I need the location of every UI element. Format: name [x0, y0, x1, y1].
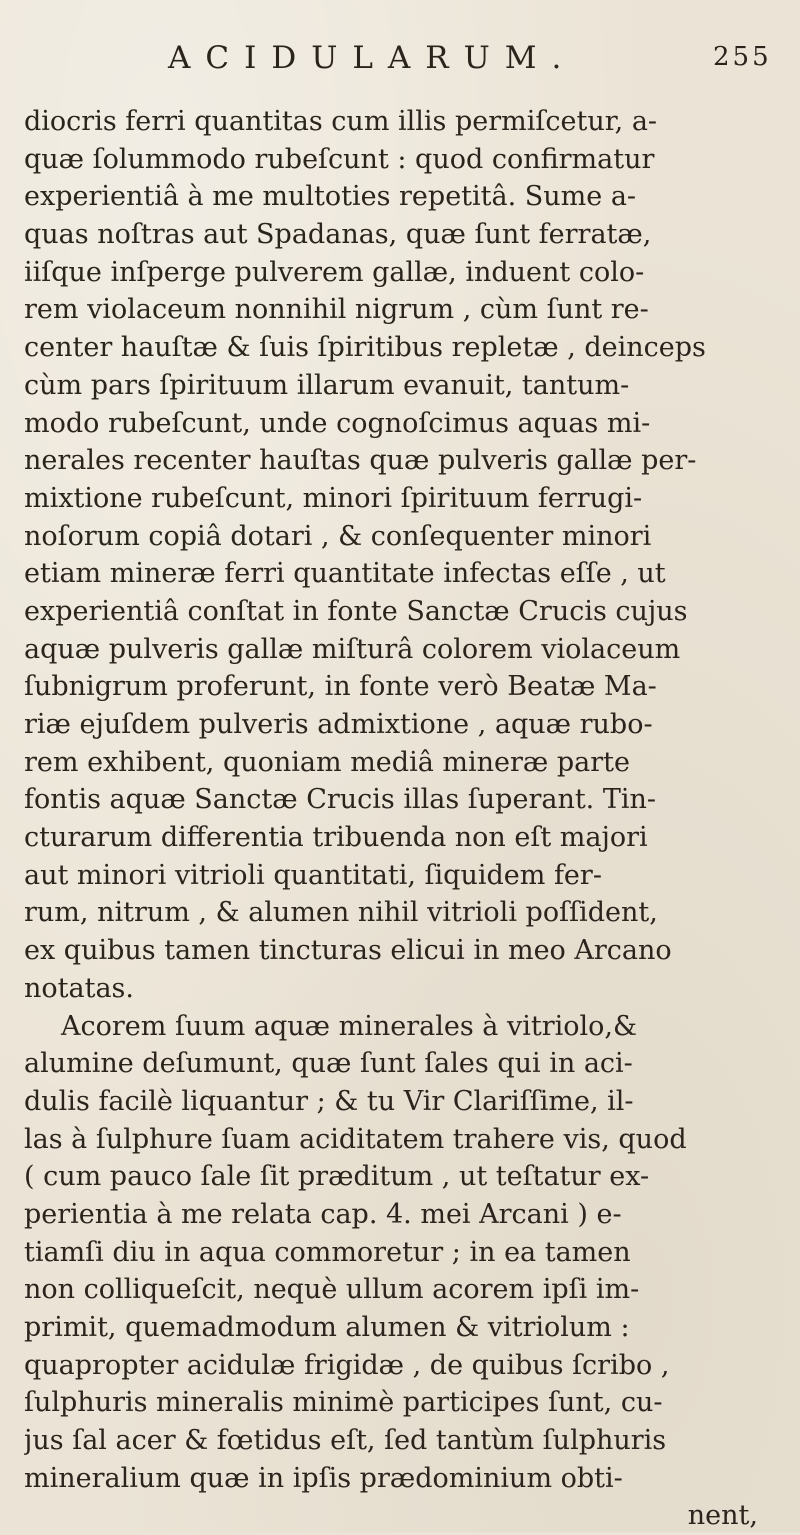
text-line: quæ ſolummodo rubeſcunt : quod confirmatur — [24, 143, 655, 175]
text-line: center hauſtæ & ſuis ſpiritibus repletæ , deinceps — [24, 332, 706, 364]
text-line: ſubnigrum proferunt, in fonte verò Beatæ Ma- — [24, 671, 657, 703]
text-line: cùm pars ſpirituum illarum evanuit, tantum- — [24, 369, 630, 401]
text-line: las à ſulphure ſuam aciditatem trahere vis, quod — [24, 1123, 687, 1155]
text-line: dulis facilè liquantur ; & tu Vir Clariſſime, il- — [24, 1085, 634, 1117]
text-line: jus ſal acer & fœtidus eſt, ſed tantùm ſulphuris — [24, 1425, 667, 1457]
text-line: mineralium quæ in ipſis prædominium obti- — [24, 1462, 623, 1494]
text-line: etiam mineræ ferri quantitate infectas eſſe , ut — [24, 558, 666, 590]
text-line: ex quibus tamen tincturas elicui in meo Arcano — [24, 935, 672, 967]
text-line: diocris ferri quantitas cum illis permiſcetur, a- — [24, 106, 658, 137]
paragraph-start-line: Acorem ſuum aquæ minerales à vitriolo,& — [61, 1010, 638, 1042]
text-line: modo rubeſcunt, unde cognoſcimus aquas mi- — [24, 407, 651, 439]
catchword-line: nent, — [687, 1500, 758, 1532]
text-line: experientiâ conſtat in fonte Sanctæ Crucis cujus — [24, 595, 688, 627]
text-line: riæ ejuſdem pulveris admixtione , aquæ rubo- — [24, 709, 653, 740]
text-line: aquæ pulveris gallæ miſturâ colorem violaceum — [24, 633, 681, 665]
text-line: fontis aquæ Sanctæ Crucis illas ſuperant. Tin- — [24, 784, 657, 816]
text-line: experientiâ à me multoties repetitâ. Sume a- — [24, 181, 637, 213]
text-line: primit, quemadmodum alumen & vitriolum : — [24, 1312, 630, 1343]
running-head — [0, 40, 800, 100]
body-text — [24, 103, 774, 1535]
text-line: quapropter acidulæ frigidæ , de quibus ſcribo , — [24, 1349, 670, 1381]
text-line: quas noſtras aut Spadanas, quæ ſunt ferratæ, — [24, 219, 652, 251]
text-line: noſorum copiâ dotari , & conſequenter minori — [24, 520, 652, 552]
text-line: rem violaceum nonnihil nigrum , cùm ſunt re- — [24, 294, 649, 326]
text-line: non colliqueſcit, nequè ullum acorem ipſi im- — [24, 1274, 640, 1306]
text-line: aut minori vitrioli quantitati, ſiquidem fer- — [24, 859, 602, 891]
running-title: ACIDULARUM. — [168, 40, 577, 76]
text-line: perientia à me relata cap. 4. mei Arcani ) e- — [24, 1198, 622, 1230]
text-line: ſulphuris mineralis minimè participes ſunt, cu- — [24, 1387, 663, 1419]
text-line: iiſque inſperge pulverem gallæ, induent colo- — [24, 256, 645, 288]
text-line: rum, nitrum , & alumen nihil vitrioli poſſident, — [24, 897, 658, 929]
text-line: ( cum pauco ſale ſit præditum , ut teſtatur ex- — [24, 1161, 650, 1193]
text-line: alumine deſumunt, quæ ſunt ſales qui in aci- — [24, 1048, 633, 1080]
page-number: 255 — [713, 42, 772, 72]
text-line: mixtione rubeſcunt, minori ſpirituum ferrugi- — [24, 482, 643, 514]
text-line: nerales recenter hauſtas quæ pulveris gallæ per- — [24, 445, 697, 477]
text-line: cturarum differentia tribuenda non eſt majori — [24, 822, 648, 854]
text-line: tiamſi diu in aqua commoretur ; in ea tamen — [24, 1236, 631, 1268]
text-line: notatas. — [24, 972, 134, 1004]
text-line: rem exhibent, quoniam mediâ mineræ parte — [24, 746, 630, 778]
